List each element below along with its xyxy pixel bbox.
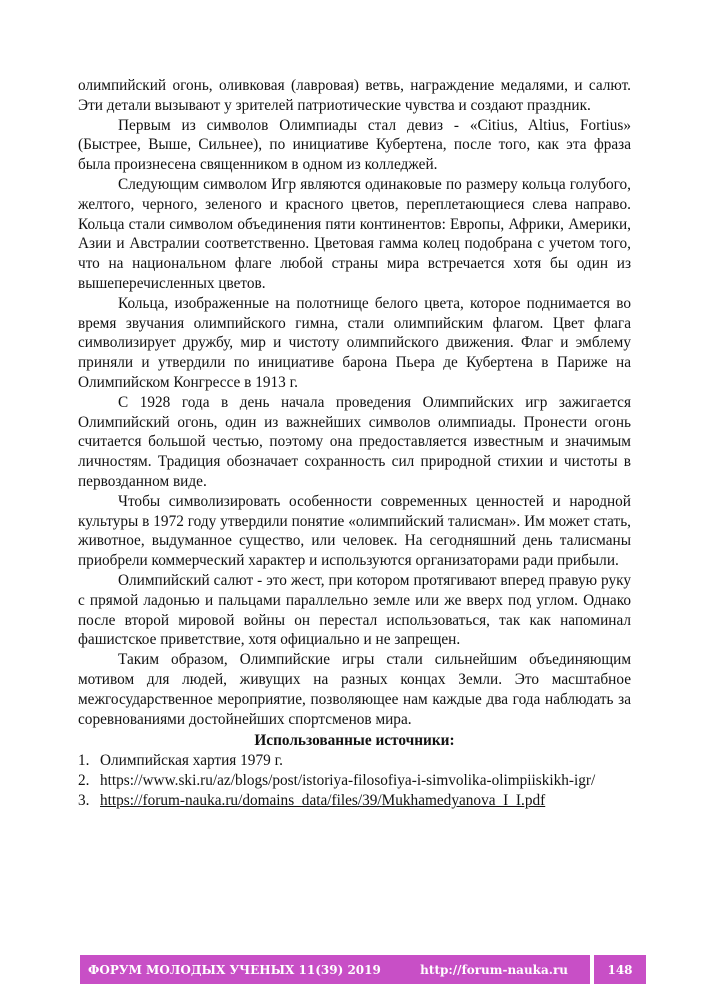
source-number: 3. bbox=[78, 791, 90, 809]
paragraph-mascot: Чтобы символизировать особенности современных ценностей и народной культуры в 1972 году утвердили понятие «олимпийский талисман». Им может стать, животное, выдуманное существо, или человек. На сегодняшний день талисманы приобрели коммерческий характер и используются организаторами ради прибыли. bbox=[78, 492, 631, 570]
journal-title: ФОРУМ МОЛОДЫХ УЧЕНЫХ 11(39) 2019 bbox=[88, 962, 381, 977]
source-item bbox=[78, 791, 631, 811]
sources-heading: Использованные источники: bbox=[254, 732, 455, 750]
page-number: 148 bbox=[594, 955, 646, 984]
paragraph-fire: С 1928 года в день начала проведения Олимпийских игр зажигается Олимпийский огонь, один из важнейших символов олимпиады. Пронести огонь считается большой честью, поэтому она предоставляется известным и значимым личностям. Традиция обозначает сохранность сил природной стихии и чистоты в первозданном виде. bbox=[78, 393, 631, 490]
paragraph-flag: Кольца, изображенные на полотнище белого цвета, которое поднимается во время звучания олимпийского гимна, стали олимпийским флагом. Цвет флага символизирует дружбу, мир и чистоту олимпийского движения. Флаг и эмблему приняли и утвердили по инициативе барона Пьера де Кубертена в Париже на Олимпийском Конгрессе в 1913 г. bbox=[78, 294, 631, 391]
page-content bbox=[78, 76, 631, 810]
source-url: https://www.ski.ru/az/blogs/post/istoriya-filosofiya-i-simvolika-olimpiiskikh-igr/ bbox=[100, 771, 596, 789]
source-item bbox=[78, 771, 631, 791]
source-text: Олимпийская хартия 1979 г. bbox=[100, 752, 283, 770]
source-number: 2. bbox=[78, 771, 90, 789]
source-item bbox=[78, 751, 631, 771]
source-link[interactable]: https://forum-nauka.ru/domains_data/files/39/Mukhamedyanova_I_I.pdf bbox=[100, 791, 546, 809]
footer-band bbox=[80, 955, 590, 984]
page-footer bbox=[80, 955, 646, 984]
source-number: 1. bbox=[78, 752, 90, 770]
paragraph-conclusion: Таким образом, Олимпийские игры стали сильнейшим объединяющим мотивом для людей, живущих на разных концах Земли. Это масштабное межгосударственное мероприятие, позволяющее нам каждые два года наблюдать за соревнованиями достойнейших спортсменов мира. bbox=[78, 651, 631, 728]
journal-url: http://forum-nauka.ru bbox=[420, 962, 568, 977]
paragraph-continuation: олимпийский огонь, оливковая (лавровая) ветвь, награждение медалями, и салют. Эти детали вызывают у зрителей патриотические чувства и создают праздник. bbox=[78, 77, 631, 114]
paragraph-rings: Следующим символом Игр являются одинаковые по размеру кольца голубого, желтого, черного, зеленого и красного цветов, переплетающиеся слева направо. Кольца стали символом объединения пяти континентов: Европы, Африки, Америки, Азии и Австралии соответственно. Цветовая гамма колец подобрана с учетом того, что на национальном флаге любой страны мира встречается хотя бы один из вышеперечисленных цветов. bbox=[78, 175, 631, 292]
paragraph-salute: Олимпийский салют - это жест, при котором протягивают вперед правую руку с прямой ладонью и пальцами параллельно земле или же вверх под углом. Однако после второй мировой войны он перестал использоваться, так как напоминал фашистское приветствие, хотя официально и не запрещен. bbox=[78, 571, 631, 649]
paragraph-motto: Первым из символов Олимпиады стал девиз - «Citius, Altius, Fortius» (Быстрее, Выше, Сильнее), по инициативе Кубертена, после того, как эта фраза была произнесена священником в одном из колледжей. bbox=[78, 116, 631, 174]
sources-list bbox=[78, 751, 631, 810]
